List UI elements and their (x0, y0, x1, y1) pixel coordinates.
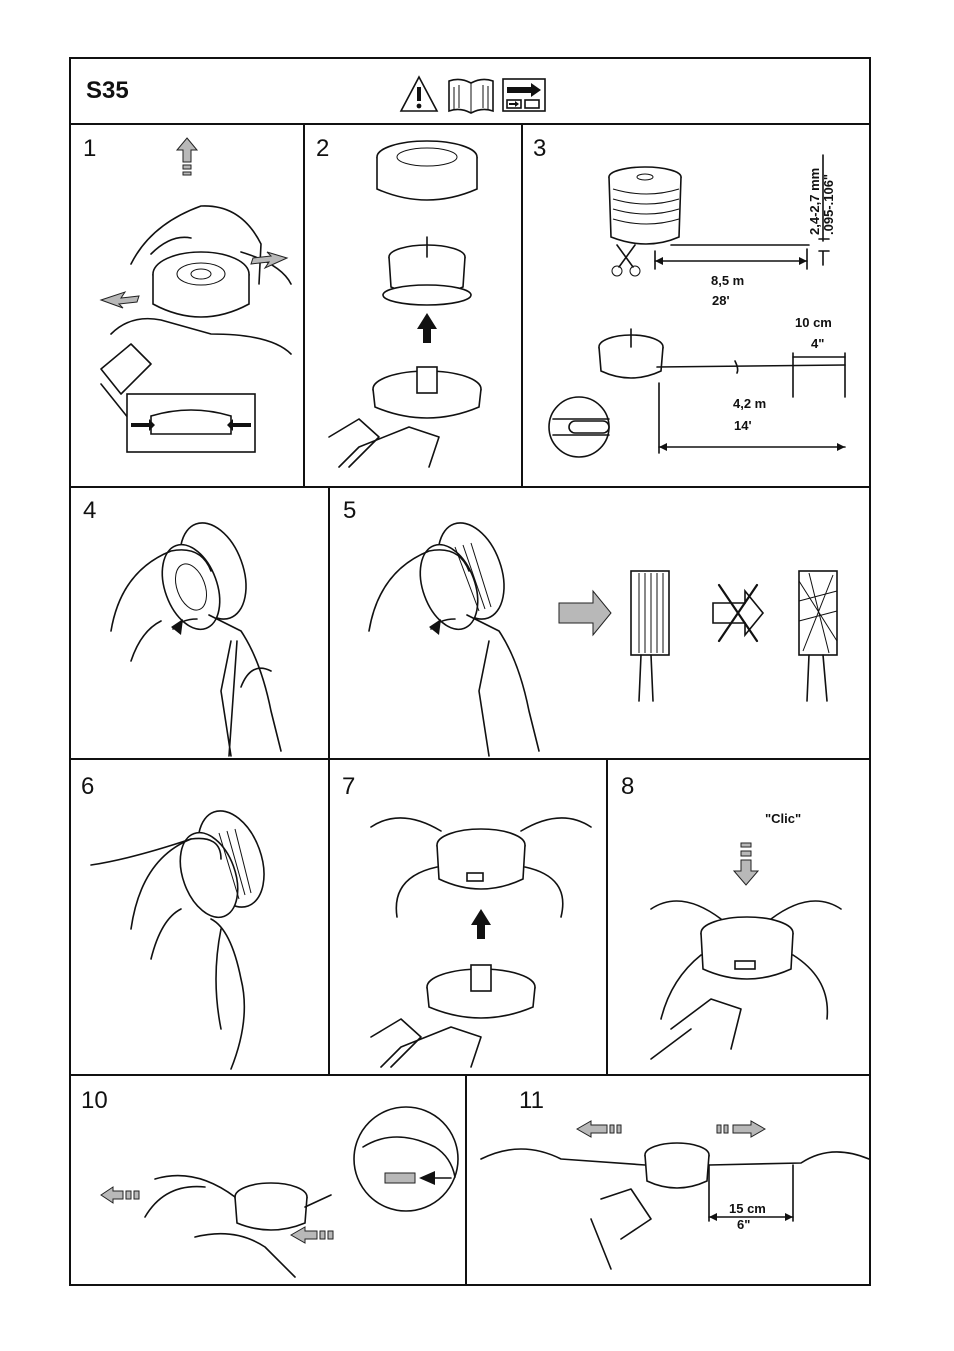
wrong-arrow-icon (713, 585, 763, 641)
line-diameter-in: .095-.106" (821, 173, 836, 235)
line-diameter-mm: 2,4-2,7 mm (807, 167, 822, 235)
step-1-illustration (91, 134, 301, 479)
click-sound-label: "Clic" (765, 811, 802, 826)
half-length-m: 4,2 m (733, 396, 767, 411)
step-number: 3 (533, 135, 547, 162)
line-length-ft: 28' (712, 293, 730, 308)
divider (521, 123, 523, 486)
step-10-illustration (95, 1087, 463, 1283)
warning-triangle-icon (401, 77, 437, 111)
step-number: 6 (81, 773, 95, 800)
correct-arrow-icon (559, 591, 611, 635)
step-number: 11 (519, 1087, 544, 1114)
offset-cm: 10 cm (795, 315, 832, 330)
header-icons (399, 75, 549, 115)
step-number: 8 (621, 773, 635, 800)
pull-left-arrow-icon (101, 1187, 139, 1203)
spool-with-line (599, 329, 845, 378)
correct-winding (631, 571, 669, 701)
step-2-illustration (319, 137, 519, 482)
divider (71, 123, 869, 125)
manual-book-icon (449, 79, 493, 113)
step-number: 1 (83, 135, 97, 162)
divider (606, 758, 608, 1074)
pull-right-arrow-icon (717, 1121, 765, 1137)
step-number: 5 (343, 497, 357, 524)
instruction-sheet (69, 57, 871, 1286)
step-5-illustration (359, 511, 864, 756)
line-length-m: 8,5 m (711, 273, 745, 288)
divider (465, 1074, 467, 1286)
offset-in: 4" (811, 336, 825, 351)
incorrect-winding (799, 571, 837, 701)
divider (303, 123, 305, 486)
step-number: 7 (342, 773, 356, 800)
divider (71, 486, 869, 488)
step-number: 4 (83, 497, 97, 524)
line-spool-drawing (609, 167, 809, 245)
down-arrow-icon (734, 843, 758, 885)
model-title: S35 (86, 77, 129, 104)
up-arrow-icon (177, 138, 197, 175)
step-number: 2 (316, 135, 330, 162)
instructions-sheet-icon (503, 79, 545, 111)
scissors-icon (612, 245, 640, 276)
divider (328, 486, 330, 1074)
length-in: 6" (737, 1217, 751, 1232)
step-number: 10 (81, 1087, 108, 1114)
length-cm: 15 cm (729, 1201, 766, 1216)
step-7-illustration (361, 787, 601, 1069)
divider (71, 758, 869, 760)
divider (71, 1074, 869, 1076)
pull-left-arrow-icon (577, 1121, 621, 1137)
half-length-ft: 14' (734, 418, 752, 433)
step-8-illustration (631, 829, 861, 1069)
step-6-illustration (91, 799, 326, 1069)
step-11-illustration (481, 1109, 869, 1279)
push-right-arrow-icon (291, 1227, 333, 1243)
step-4-illustration (101, 511, 326, 756)
